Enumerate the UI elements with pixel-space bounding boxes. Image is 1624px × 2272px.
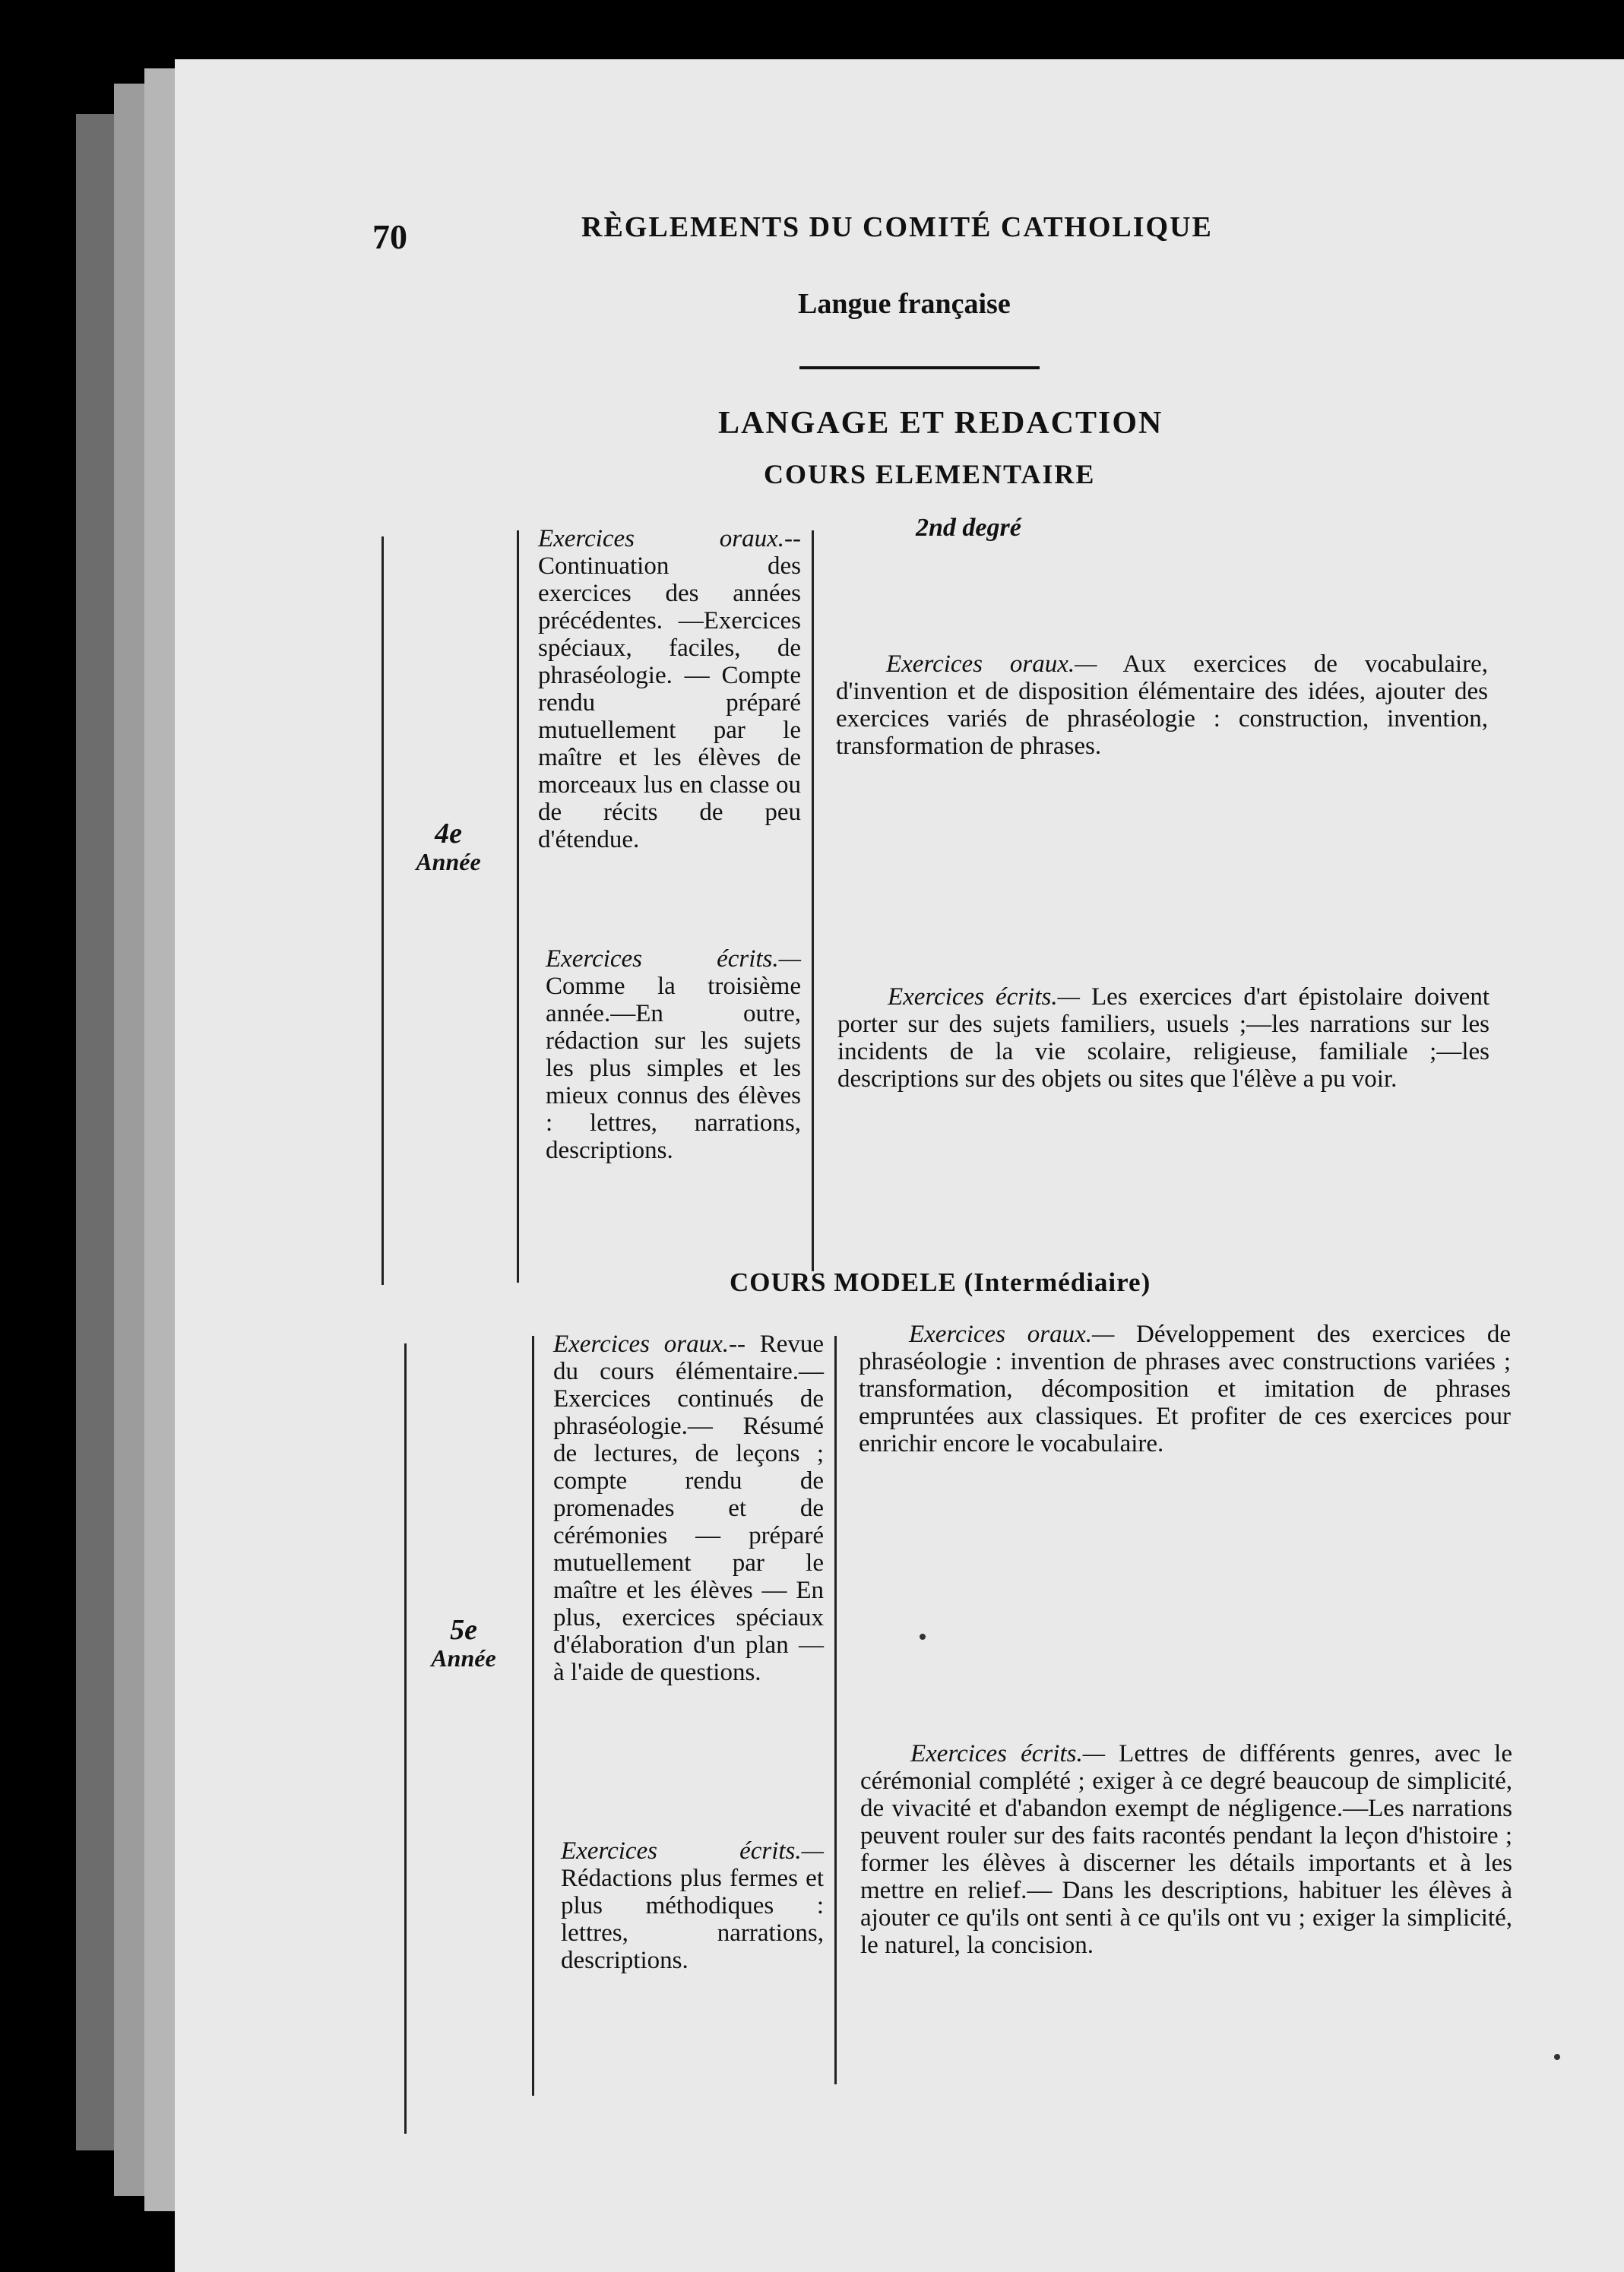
exercise-text: Comme la troisième année.—En outre, rédaction sur les sujets les plus simples et les mieux connus des élèves : lettres, narrations, descriptions. (546, 973, 801, 1164)
modele-left-oraux (553, 1331, 824, 1686)
column-rule-right (812, 530, 814, 1271)
margin-rule (381, 536, 384, 1285)
modele-left-ecrits (561, 1837, 824, 1974)
year-word: Année (431, 1644, 496, 1672)
exercise-text: Revue du cours élémentaire.— Exercices continués de phraséologie.— Résumé de lectures, de leçons ; compte rendu de promenades et de cérémonies — préparé mutuellement par le maître et les élèves — En plus, exercices spéciaux d'élaboration d'un plan — à l'aide de questions. (553, 1331, 824, 1686)
year-label-5e (418, 1615, 509, 1671)
ink-speck (1554, 2054, 1560, 2060)
modele-right-ecrits (860, 1740, 1512, 1959)
column-rule-right (834, 1336, 837, 2084)
exercise-text: Aux exercices de vocabulaire, d'invention et de disposition élémentaire des idées, ajouter des exercices variés de phraséologie : construction, invention, transformation de phrases. (836, 650, 1488, 760)
ink-speck (920, 1634, 926, 1640)
running-title: RÈGLEMENTS DU COMITÉ CATHOLIQUE (581, 211, 1213, 243)
elem-left-ecrits (546, 945, 801, 1164)
exercise-text: Lettres de différents genres, avec le cérémonial complété ; exiger à ce degré beaucoup de simplicité, de vivacité et d'abandon exempt de négligence.—Les narrations peuvent rouler sur des faits racontés pendant la leçon d'histoire ; former les élèves à discerner les détails importants et à les mettre en relief.— Dans les descriptions, habituer les élèves à ajouter ce qu'ils ont senti à ce qu'ils ont vu ; exiger la simplicité, le naturel, la concision. (860, 1740, 1512, 1959)
year-label-4e (403, 819, 494, 875)
exercise-heading: Exercices oraux.-- (553, 1331, 746, 1358)
exercise-text: Les exercices d'art épistolaire doivent porter sur des sujets familiers, usuels ;—les narrations sur les incidents de la vie scolaire, religieuse, familiale ;—les descriptions sur des objets ou sites que l'élève a pu voir. (837, 983, 1489, 1093)
exercise-text: Continuation des exercices des années précédentes. —Exercices spéciaux, faciles, de phraséologie. — Compte rendu préparé mutuellement par le maître et les élèves de morceaux lus en classe ou de récits de peu d'étendue. (538, 552, 801, 853)
elem-right-oraux (836, 650, 1488, 760)
column-rule-left (517, 530, 519, 1283)
exercise-heading: Exercices écrits.— (546, 945, 801, 973)
course-elementaire-title: COURS ELEMENTAIRE (764, 459, 1096, 489)
elem-left-oraux (538, 525, 801, 853)
exercise-heading: Exercices écrits.— (888, 983, 1080, 1011)
exercise-heading: Exercices oraux.-- (538, 525, 801, 552)
page-number: 70 (372, 217, 407, 256)
title-rule (799, 366, 1040, 369)
exercise-text: Rédactions plus fermes et plus méthodiques : lettres, narrations, descriptions. (561, 1865, 824, 1974)
elem-right-ecrits (837, 983, 1489, 1093)
exercise-heading: Exercices oraux.— (909, 1321, 1115, 1348)
year-number: 4e (435, 818, 462, 850)
margin-rule (404, 1343, 407, 2134)
exercise-heading: Exercices écrits.— (561, 1837, 824, 1865)
book-page (175, 59, 1624, 2272)
exercise-heading: Exercices oraux.— (886, 650, 1097, 678)
subject-heading: Langue française (798, 288, 1011, 320)
exercise-heading: Exercices écrits.— (910, 1740, 1106, 1767)
modele-right-oraux (859, 1321, 1511, 1457)
degree-label: 2nd degré (916, 514, 1021, 542)
year-number: 5e (450, 1614, 477, 1646)
year-word: Année (416, 847, 481, 875)
section-title: LANGAGE ET REDACTION (718, 406, 1163, 441)
column-rule-left (532, 1336, 534, 2096)
exercise-text: Développement des exercices de phraséologie : invention de phrases avec constructions variées ; transformation, décomposition et imitation de phrases empruntées aux classiques. Et profiter de ces exercices pour enrichir encore le vocabulaire. (859, 1321, 1511, 1457)
course-modele-title: COURS MODELE (Intermédiaire) (730, 1267, 1151, 1297)
